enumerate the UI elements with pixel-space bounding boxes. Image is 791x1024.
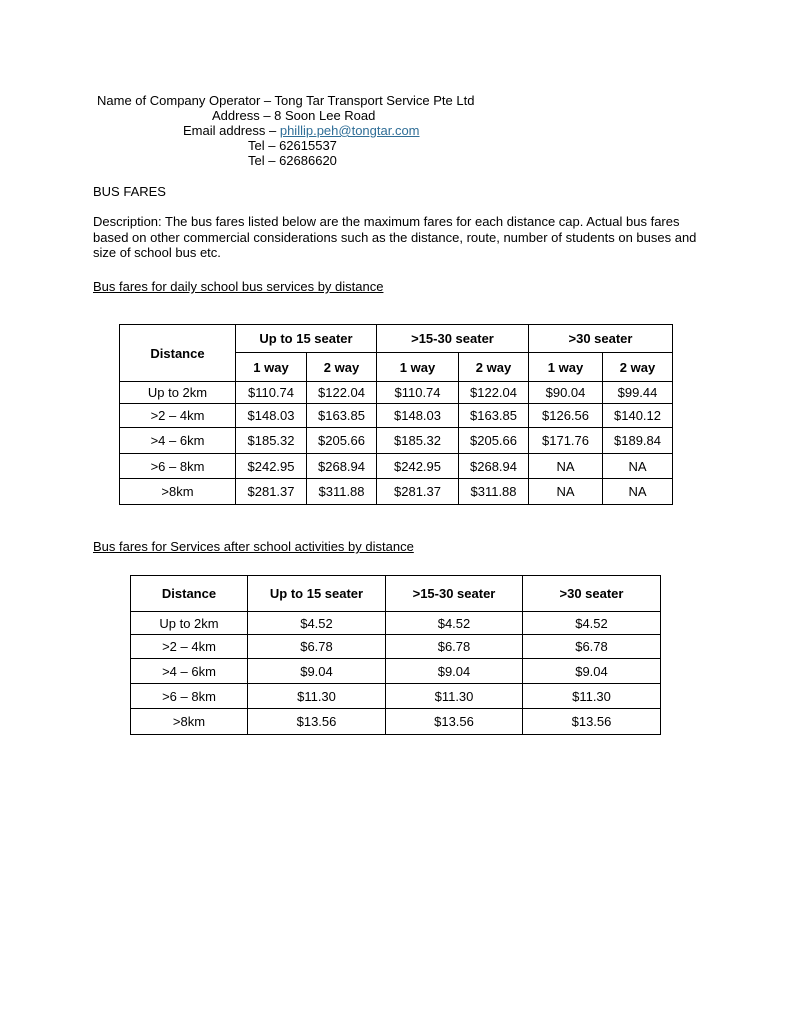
distance-cell: >4 – 6km [120,428,236,454]
fare-cell: $6.78 [523,635,661,659]
fare-cell: $6.78 [248,635,386,659]
table1-group-header: Up to 15 seater [236,325,377,353]
distance-cell: >6 – 8km [120,454,236,479]
fare-cell: $6.78 [386,635,523,659]
email-label: Email address – [183,123,277,138]
email-link[interactable]: phillip.peh@tongtar.com [279,123,420,138]
table1-subheader: 2 way [603,353,673,382]
table-row [120,382,673,404]
table-row [131,659,661,684]
table2-header: >15-30 seater [386,576,523,612]
fare-cell: $122.04 [459,382,529,404]
fare-cell: $163.85 [307,404,377,428]
tel-line-1: Tel – 62615537 [248,138,337,153]
fare-cell: $163.85 [459,404,529,428]
fare-cell: $90.04 [529,382,603,404]
fare-cell: $11.30 [248,684,386,709]
distance-cell: >8km [131,709,248,735]
fare-cell: $13.56 [386,709,523,735]
fare-cell: $13.56 [523,709,661,735]
distance-cell: Up to 2km [131,612,248,635]
fare-cell: $281.37 [377,479,459,505]
table-row [120,404,673,428]
fare-cell: $185.32 [236,428,307,454]
after-school-fares-table [130,575,661,735]
description-paragraph: Description: The bus fares listed below are the maximum fares for each distance cap. Actual bus fares based on other commercial considerations such as the distance, route, number of students on buses and size of school bus etc. [93,214,697,260]
distance-cell: >2 – 4km [120,404,236,428]
fare-cell: $268.94 [459,454,529,479]
distance-cell: >2 – 4km [131,635,248,659]
fare-cell: $9.04 [386,659,523,684]
fare-cell: $13.56 [248,709,386,735]
fare-cell: NA [603,454,673,479]
fare-cell: $140.12 [603,404,673,428]
fare-cell: $110.74 [236,382,307,404]
fare-cell: $9.04 [248,659,386,684]
fare-cell: $185.32 [377,428,459,454]
table-row [120,454,673,479]
fare-cell: NA [529,454,603,479]
fare-cell: $311.88 [459,479,529,505]
fare-cell: $99.44 [603,382,673,404]
fare-cell: $9.04 [523,659,661,684]
table-row [131,635,661,659]
table-row [131,684,661,709]
fare-cell: $148.03 [377,404,459,428]
table-row [131,612,661,635]
table1-title: Bus fares for daily school bus services by distance [93,279,384,294]
fare-cell: $4.52 [248,612,386,635]
daily-fares-table [119,324,673,505]
fare-cell: $122.04 [307,382,377,404]
tel-line-2: Tel – 62686620 [248,153,337,168]
table2-header: Up to 15 seater [248,576,386,612]
table1-subheader: 2 way [307,353,377,382]
distance-cell: Up to 2km [120,382,236,404]
fare-cell: $268.94 [307,454,377,479]
table1-subheader: 1 way [236,353,307,382]
fare-cell: $242.95 [236,454,307,479]
table1-subheader: 1 way [377,353,459,382]
fare-cell: $110.74 [377,382,459,404]
table-row [131,709,661,735]
fare-cell: $11.30 [386,684,523,709]
fare-cell: $189.84 [603,428,673,454]
fare-cell: $171.76 [529,428,603,454]
fare-cell: $281.37 [236,479,307,505]
table-row [120,428,673,454]
fare-cell: $205.66 [307,428,377,454]
fare-cell: $126.56 [529,404,603,428]
fare-cell: $4.52 [386,612,523,635]
table1-subheader: 2 way [459,353,529,382]
table1-group-header: >15-30 seater [377,325,529,353]
distance-cell: >6 – 8km [131,684,248,709]
table2-header: >30 seater [523,576,661,612]
fare-cell: $242.95 [377,454,459,479]
company-name-value: – Tong Tar Transport Service Pte Ltd [263,93,475,108]
page-heading: BUS FARES [93,184,166,199]
address-label: Address [212,108,260,123]
fare-cell: $205.66 [459,428,529,454]
fare-cell: NA [529,479,603,505]
company-name-label: Name of Company Operator [97,93,261,108]
fare-cell: $311.88 [307,479,377,505]
table2-header: Distance [131,576,248,612]
email-line [183,123,420,138]
table-row [120,479,673,505]
fare-cell: $148.03 [236,404,307,428]
company-name-line [97,93,474,108]
distance-cell: >8km [120,479,236,505]
fare-cell: $11.30 [523,684,661,709]
address-line [212,108,375,123]
table1-group-header: >30 seater [529,325,673,353]
table2-title: Bus fares for Services after school activities by distance [93,539,414,554]
table1-header-distance: Distance [120,325,236,382]
fare-cell: NA [603,479,673,505]
table1-subheader: 1 way [529,353,603,382]
address-value: – 8 Soon Lee Road [263,108,376,123]
fare-cell: $4.52 [523,612,661,635]
distance-cell: >4 – 6km [131,659,248,684]
